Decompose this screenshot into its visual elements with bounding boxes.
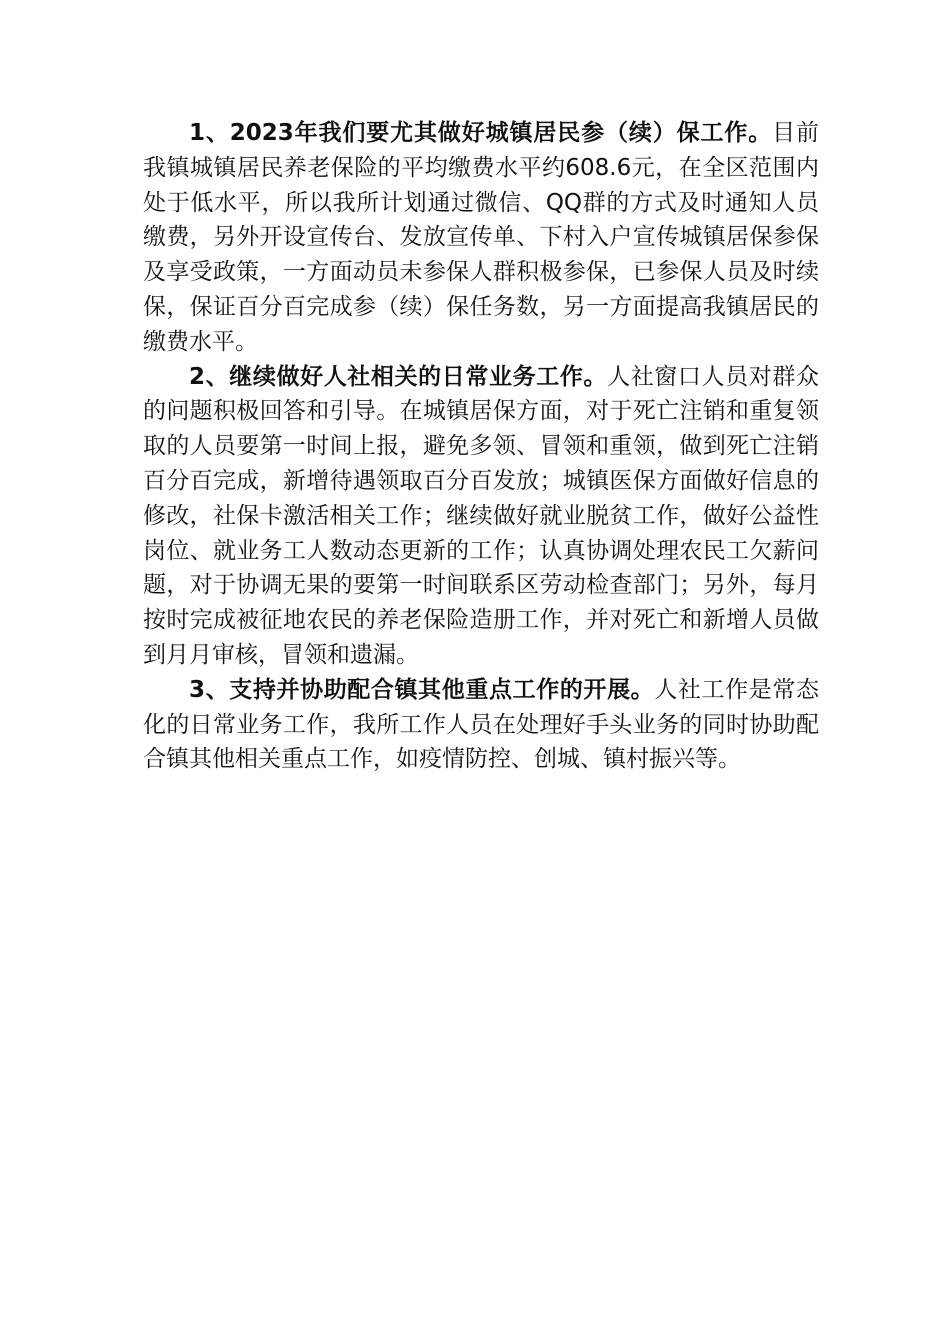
paragraph-2-body: 人社窗口人员对群众的问题积极回答和引导。在城镇居保方面，对于死亡注销和重复领取的人员要第一时间上报，避免多领、冒领和重领，做到死亡注销百分百完成，新增待遇领取百分百发放；城镇医保方面做好信息的修改，社保卡激活相关工作；继续做好就业脱贫工作，做好公益性岗位、就业务工人数动态更新的工作；认真协调处理农民工欠薪问题，对于协调无果的要第一时间联系区劳动检查部门；另外，每月按时完成被征地农民的养老保险造册工作，并对死亡和新增人员做到月月审核，冒领和遗漏。 bbox=[143, 363, 819, 668]
paragraph-1 bbox=[143, 116, 819, 360]
paragraph-1-heading: 1、2023年我们要尤其做好城镇居民参（续）保工作。 bbox=[189, 120, 773, 146]
paragraph-2 bbox=[143, 360, 819, 673]
paragraph-2-heading: 2、继续做好人社相关的日常业务工作。 bbox=[189, 363, 608, 390]
paragraph-3-body: 人社工作是常态化的日常业务工作，我所工作人员在处理好手头业务的同时协助配合镇其他相关重点工作，如疫情防控、创城、镇村振兴等。 bbox=[143, 676, 820, 773]
paragraph-1-body: 目前我镇城镇居民养老保险的平均缴费水平约608.6元，在全区范围内处于低水平，所以我所计划通过微信、QQ群的方式及时通知人员缴费，另外开设宣传台、发放宣传单、下村入户宣传城镇居保参保及享受政策，一方面动员未参保人群积极参保，已参保人员及时续保，保证百分百完成参（续）保任务数，另一方面提高我镇居民的缴费水平。 bbox=[143, 120, 819, 355]
paragraph-3 bbox=[143, 673, 819, 777]
document-page bbox=[143, 116, 819, 777]
paragraph-3-heading: 3、支持并协助配合镇其他重点工作的开展。 bbox=[189, 676, 655, 703]
